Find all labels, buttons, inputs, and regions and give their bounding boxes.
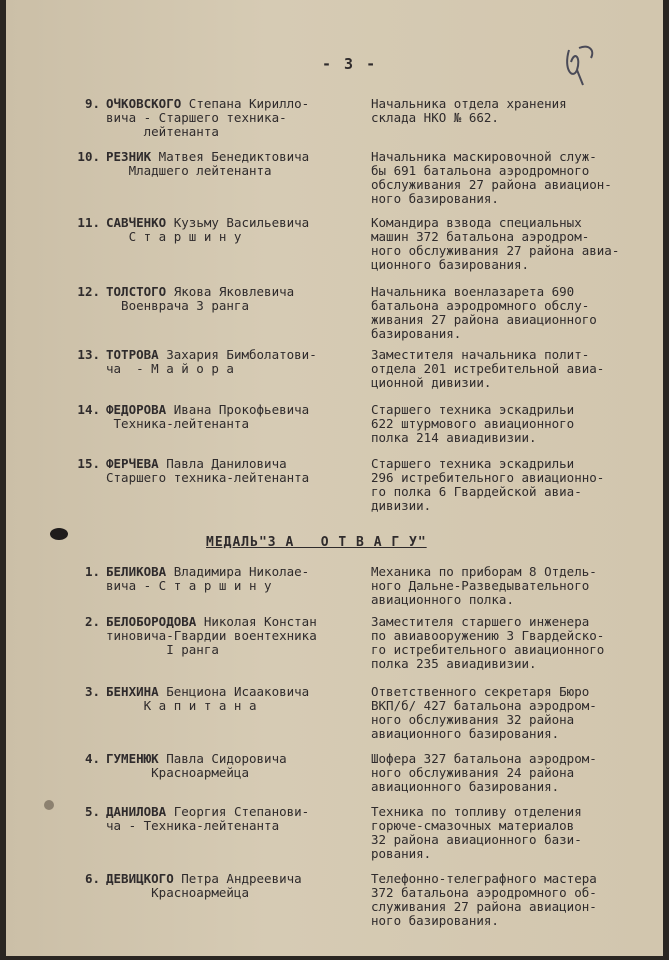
position-description: [371, 685, 656, 741]
description-line: ВКП/б/ 427 батальона аэродром-: [371, 698, 597, 713]
recipient-given-names: Николая Констан: [196, 614, 317, 629]
recipient-rank-line: Красноармейца: [106, 885, 249, 900]
recipient-given-names: Захария Бимболатови-: [158, 347, 317, 362]
position-description: [371, 216, 656, 272]
description-line: Старшего техника эскадрильи: [371, 402, 575, 417]
recipient-rank-line: С т а р ш и н у: [106, 229, 242, 244]
recipient-name: [106, 403, 361, 431]
recipient-given-names: Якова Яковлевича: [166, 284, 295, 299]
position-description: [371, 805, 656, 861]
recipient-surname: БЕЛОБОРОДОВА: [106, 614, 197, 629]
description-line: машин 372 батальона аэродром-: [371, 229, 590, 244]
recipient-surname: ФЕДОРОВА: [106, 402, 167, 417]
description-line: живания 27 района авиационного: [371, 312, 597, 327]
description-line: служивания 27 района авиацион-: [371, 899, 597, 914]
entry-number: 2.: [84, 614, 100, 629]
description-line: го истребительного авиационного: [371, 642, 605, 657]
position-description: [371, 348, 656, 390]
recipient-rank-line: вича - Старшего техника-: [106, 110, 287, 125]
recipient-given-names: Павла Сидоровича: [158, 751, 287, 766]
description-line: Заместителя начальника полит-: [371, 347, 590, 362]
description-line: авиационного базирования.: [371, 779, 560, 794]
position-description: [371, 150, 656, 206]
description-line: по авиавооружению 3 Гвардейско-: [371, 628, 605, 643]
position-description: [371, 872, 656, 928]
description-line: 296 истребительного авиационно-: [371, 470, 605, 485]
recipient-given-names: Петра Андреевича: [173, 871, 302, 886]
description-line: полка 235 авиадивизии.: [371, 656, 537, 671]
recipient-rank-line: Военврача 3 ранга: [106, 298, 249, 313]
recipient-given-names: Степана Кирилло-: [181, 96, 310, 111]
description-line: ционной дивизии.: [371, 375, 492, 390]
description-line: ного базирования.: [371, 913, 499, 928]
recipient-name: [106, 752, 361, 780]
entry-number: 15.: [77, 456, 100, 471]
description-line: авиационного полка.: [371, 592, 514, 607]
entry-number: 3.: [84, 684, 100, 699]
entry-number: 10.: [77, 149, 100, 164]
recipient-rank-line: Техника-лейтенанта: [106, 416, 249, 431]
recipient-surname: ОЧКОВСКОГО: [106, 96, 182, 111]
description-line: Старшего техника эскадрильи: [371, 456, 575, 471]
description-line: ционного базирования.: [371, 257, 530, 272]
entry-number: 13.: [77, 347, 100, 362]
recipient-surname: БЕНХИНА: [106, 684, 159, 699]
position-description: [371, 615, 656, 671]
description-line: авиационного базирования.: [371, 726, 560, 741]
description-line: ного Дальне-Разведывательного: [371, 578, 590, 593]
entry-number: 4.: [84, 751, 100, 766]
recipient-name: [106, 805, 361, 833]
recipient-rank-line: вича - С т а р ш и н у: [106, 578, 272, 593]
description-line: Телефонно-телеграфного мастера: [371, 871, 597, 886]
recipient-rank-line: I ранга: [106, 642, 219, 657]
recipient-surname: САВЧЕНКО: [106, 215, 167, 230]
description-line: 372 батальона аэродромного об-: [371, 885, 597, 900]
recipient-name: [106, 150, 361, 178]
description-line: полка 214 авиадивизии.: [371, 430, 537, 445]
description-line: Начальника отдела хранения: [371, 96, 567, 111]
description-line: 622 штурмового авиационного: [371, 416, 575, 431]
recipient-rank-line: ча - Техника-лейтенанта: [106, 818, 280, 833]
description-line: ного обслуживания 24 района: [371, 765, 575, 780]
description-line: базирования.: [371, 326, 462, 341]
description-line: отдела 201 истребительной авиа-: [371, 361, 605, 376]
recipient-rank-line: ча - М а й о р а: [106, 361, 234, 376]
entry-number: 9.: [84, 96, 100, 111]
recipient-surname: РЕЗНИК: [106, 149, 152, 164]
recipient-given-names: Георгия Степанови-: [166, 804, 310, 819]
recipient-rank-line: К а п и т а н а: [106, 698, 257, 713]
position-description: [371, 457, 656, 513]
position-description: [371, 97, 656, 125]
description-line: Начальника маскировочной служ-: [371, 149, 597, 164]
position-description: [371, 403, 656, 445]
recipient-name: [106, 615, 361, 657]
entry-number: 11.: [77, 215, 100, 230]
recipient-surname: ДАНИЛОВА: [106, 804, 167, 819]
recipient-name: [106, 565, 361, 593]
description-line: Начальника военлазарета 690: [371, 284, 575, 299]
description-line: Заместителя старшего инженера: [371, 614, 590, 629]
punch-hole: [44, 800, 54, 810]
description-line: Техника по топливу отделения: [371, 804, 582, 819]
recipient-name: [106, 872, 361, 900]
description-line: батальона аэродромного обслу-: [371, 298, 590, 313]
recipient-surname: БЕЛИКОВА: [106, 564, 167, 579]
handwritten-mark: [561, 40, 601, 90]
description-line: дивизии.: [371, 498, 432, 513]
description-line: Механика по приборам 8 Отдель-: [371, 564, 597, 579]
description-line: ного обслуживания 32 района: [371, 712, 575, 727]
recipient-rank-line: Младшего лейтенанта: [106, 163, 272, 178]
recipient-name: [106, 457, 361, 485]
recipient-name: [106, 216, 361, 244]
document-page: [6, 0, 663, 956]
description-line: склада НКО № 662.: [371, 110, 499, 125]
medal-heading: МЕДАЛЬ"З А О Т В А Г У": [206, 535, 427, 550]
recipient-given-names: Бенциона Исааковича: [158, 684, 310, 699]
recipient-given-names: Кузьму Васильевича: [166, 215, 310, 230]
recipient-surname: ДЕВИЦКОГО: [106, 871, 174, 886]
recipient-name: [106, 348, 361, 376]
recipient-name: [106, 285, 361, 313]
entry-number: 1.: [84, 564, 100, 579]
ink-blot: [50, 528, 68, 540]
entry-number: 12.: [77, 284, 100, 299]
description-line: 32 района авиационного бази-: [371, 832, 582, 847]
recipient-surname: ТОЛСТОГО: [106, 284, 167, 299]
recipient-given-names: Павла Даниловича: [158, 456, 287, 471]
recipient-rank-line: лейтенанта: [106, 124, 219, 139]
recipient-name: [106, 685, 361, 713]
position-description: [371, 565, 656, 607]
entry-number: 14.: [77, 402, 100, 417]
recipient-name: [106, 97, 361, 139]
description-line: ного обслуживания 27 района авиа-: [371, 243, 620, 258]
recipient-rank-line: Красноармейца: [106, 765, 249, 780]
description-line: рования.: [371, 846, 432, 861]
description-line: Шофера 327 батальона аэродром-: [371, 751, 597, 766]
recipient-rank-line: тиновича-Гвардии воентехника: [106, 628, 317, 643]
entry-number: 5.: [84, 804, 100, 819]
description-line: ного базирования.: [371, 191, 499, 206]
recipient-surname: ФЕРЧЕВА: [106, 456, 159, 471]
recipient-given-names: Матвея Бенедиктовича: [151, 149, 310, 164]
description-line: горюче-смазочных материалов: [371, 818, 575, 833]
entry-number: 6.: [84, 871, 100, 886]
description-line: Командира взвода специальных: [371, 215, 582, 230]
position-description: [371, 752, 656, 794]
recipient-surname: ТОТРОВА: [106, 347, 159, 362]
description-line: бы 691 батальона аэродромного: [371, 163, 590, 178]
recipient-given-names: Владимира Николае-: [166, 564, 310, 579]
position-description: [371, 285, 656, 341]
description-line: обслуживания 27 района авиацион-: [371, 177, 612, 192]
recipient-given-names: Ивана Прокофьевича: [166, 402, 310, 417]
description-line: го полка 6 Гвардейской авиа-: [371, 484, 582, 499]
page-number: - 3 -: [322, 55, 378, 73]
description-line: Ответственного секретаря Бюро: [371, 684, 590, 699]
recipient-rank-line: Старшего техника-лейтенанта: [106, 470, 310, 485]
recipient-surname: ГУМЕНЮК: [106, 751, 159, 766]
